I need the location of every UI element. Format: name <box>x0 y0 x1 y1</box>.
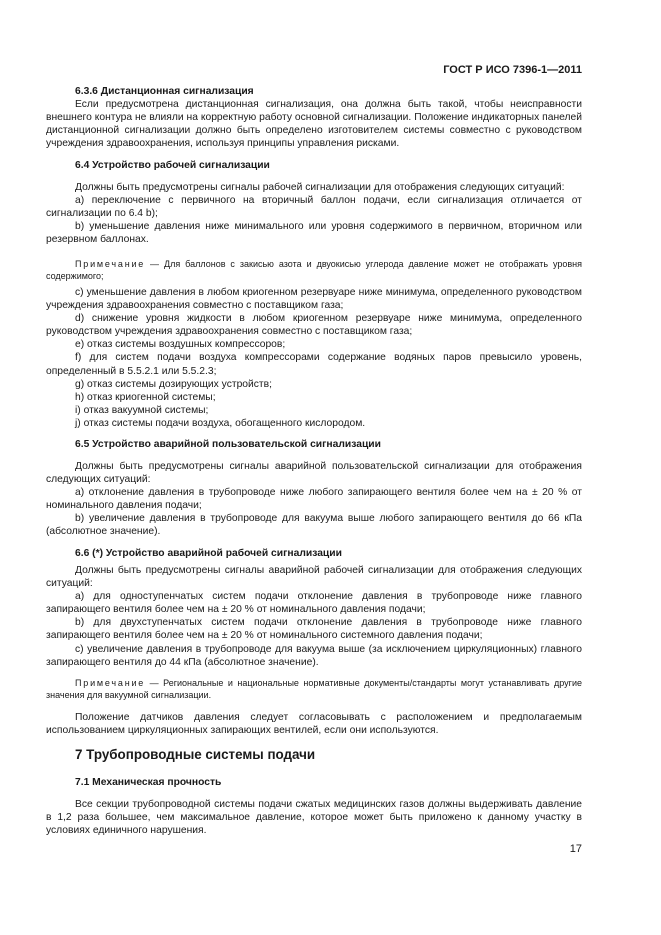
paragraph: Должны быть предусмотрены сигналы аварийной пользовательской сигнализации для отображения следующих ситуаций: <box>46 461 582 486</box>
list-item: b) уменьшение давления ниже минимального или уровня содержимого в первичном, вторичном или резервном баллонах. <box>46 221 582 246</box>
section-6-4-body <box>46 181 582 246</box>
list-item: b) увеличение давления в трубопроводе для вакуума выше любого запирающего вентиля до 66 кПа (абсолютное значение). <box>46 513 582 538</box>
list-item: j) отказ системы подачи воздуха, обогащенного кислородом. <box>75 417 366 429</box>
section-6-5-body <box>46 460 582 539</box>
section-6-6-closing <box>46 711 582 737</box>
note-label: Примечание <box>75 259 146 269</box>
section-7 <box>46 748 582 761</box>
section-title: 6.6 (*) Устройство аварийной рабочей сигнализации <box>75 548 342 559</box>
list-item: i) отказ вакуумной системы; <box>75 404 209 416</box>
section-6-6-body <box>46 564 582 669</box>
section-7-1 <box>46 776 582 789</box>
chapter-title: 7 Трубопроводные системы подачи <box>75 747 316 762</box>
section-title: 6.3.6 Дистанционная сигнализация <box>75 86 254 97</box>
section-title: 6.4 Устройство рабочей сигнализации <box>75 160 270 171</box>
paragraph: Должны быть предусмотрены сигналы аварийной рабочей сигнализации для отображения следующих ситуаций: <box>46 565 582 590</box>
list-item: h) отказ криогенной системы; <box>75 391 216 403</box>
list-item: g) отказ системы дозирующих устройств; <box>75 378 272 390</box>
section-6-5 <box>46 438 582 451</box>
list-item: c) увеличение давления в трубопроводе для вакуума выше (за исключением циркуляционных) главного запирающего вентиля до 44 кПа (абсолютное значение). <box>46 643 582 668</box>
section-title: 7.1 Механическая прочность <box>75 777 222 788</box>
list-item: d) снижение уровня жидкости в любом криогенном резервуаре ниже минимума, определенного руководством учреждения здравоохранения совместно с поставщиком газа; <box>46 313 582 338</box>
document-header: ГОСТ Р ИСО 7396-1—2011 <box>443 64 582 76</box>
paragraph: Все секции трубопроводной системы подачи сжатых медицинских газов должны выдерживать давление в 1,2 раза большее, чем максимальное давление, которое может быть приложено к данному участку в условиях единичного нарушения. <box>46 799 582 837</box>
section-7-1-body <box>46 798 582 837</box>
note-text: — Региональные и национальные нормативные документы/стандарты могут устанавливать другие значения для вакуумной сигнализации. <box>46 678 582 701</box>
section-6-6 <box>46 547 582 560</box>
note-text: — Для баллонов с закисью азота и двуокисью углерода давление может не отображать уровня содержимого; <box>46 259 582 282</box>
section-title: 6.5 Устройство аварийной пользовательской сигнализации <box>75 439 381 450</box>
list-item: e) отказ системы воздушных компрессоров; <box>75 339 286 351</box>
note <box>46 258 582 283</box>
list-item: b) для двухступенчатых систем подачи отклонение давления в трубопроводе ниже главного запирающего вентиля более чем на ± 20 % от номинального системного давления подачи; <box>46 617 582 642</box>
list-item: a) для одноступенчатых систем подачи отклонение давления в трубопроводе ниже главного запирающего вентиля более чем на ± 20 % от номинального давления подачи; <box>46 591 582 616</box>
note <box>46 677 582 702</box>
section-6-4-list <box>46 286 582 430</box>
note-label: Примечание <box>75 678 146 688</box>
section-6-4 <box>46 159 582 172</box>
paragraph: Если предусмотрена дистанционная сигнализация, она должна быть такой, чтобы неисправности внешнего контура не влияли на корректную работу основной сигнализации. Положение индикаторных панелей дистанционной сигнализации должно быть определено изготовителем системы совместно с руководством учреждения здравоохранения, используя принципы управления рисками. <box>46 99 582 150</box>
list-item: c) уменьшение давления в любом криогенном резервуаре ниже минимума, определенного руководством учреждения здравоохранения совместно с поставщиком газа; <box>46 287 582 312</box>
list-item: f) для систем подачи воздуха компрессорами содержание водяных паров превысило уровень, определенный в 5.5.2.1 или 5.5.2.3; <box>46 352 582 377</box>
page-number: 17 <box>569 843 582 855</box>
paragraph: Положение датчиков давления следует согласовывать с расположением и предполагаемым использованием циркуляционных запирающих вентилей, если они используются. <box>46 712 582 737</box>
paragraph: Должны быть предусмотрены сигналы рабочей сигнализации для отображения следующих ситуаций: <box>75 182 565 193</box>
section-6-3-6 <box>46 85 582 150</box>
list-item: a) отклонение давления в трубопроводе ниже любого запирающего вентиля более чем на ± 20 % от номинального давления подачи; <box>46 487 582 512</box>
list-item: a) переключение с первичного на вторичный баллон подачи, если сигнализация отличается от сигнализации по 6.4 b); <box>46 195 582 220</box>
